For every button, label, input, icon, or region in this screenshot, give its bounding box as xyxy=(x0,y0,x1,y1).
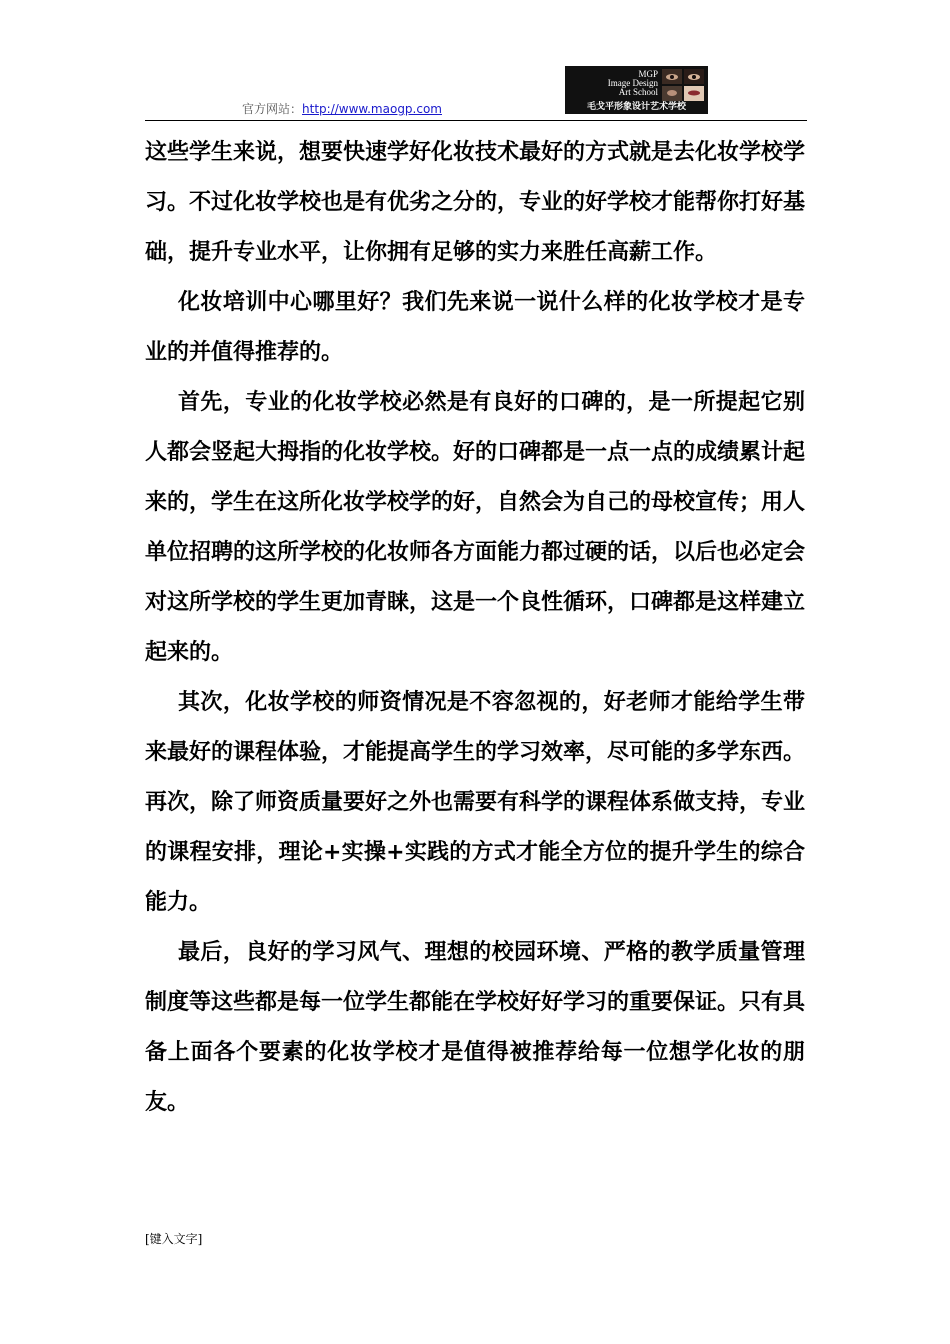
site-label-text: 官方网站： xyxy=(242,102,303,116)
paragraph-5: 最后，良好的学习风气、理想的校园环境、严格的教学质量管理制度等这些都是每一位学生都能在学校好好学习的重要保证。只有具备上面各个要素的化妆学校才是值得被推荐给每一位想学化妆的朋友。 xyxy=(145,940,806,1115)
logo-en-line3: Art School xyxy=(618,87,658,97)
logo-en-line2: Image Design xyxy=(607,78,658,88)
logo-english-text xyxy=(568,70,658,97)
page-header xyxy=(145,66,807,121)
logo-faces-image xyxy=(662,69,704,101)
article-body xyxy=(145,128,805,1128)
logo-chinese-text: 毛戈平形象设计艺术学校 xyxy=(586,102,686,112)
footer-placeholder[interactable]: [键入文字] xyxy=(145,1232,203,1246)
site-url-link[interactable]: http://www.maogp.com xyxy=(302,102,442,116)
official-site-label xyxy=(242,100,442,117)
logo-en-line1: MGP xyxy=(638,69,658,79)
paragraph-3: 首先，专业的化妆学校必然是有良好的口碑的，是一所提起它别人都会竖起大拇指的化妆学校。好的口碑都是一点一点的成绩累计起来的，学生在这所化妆学校学的好，自然会为自己的母校宣传；用人单位招聘的这所学校的化妆师各方面能力都过硬的话，以后也必定会对这所学校的学生更加青睐，这是一个良性循环，口碑都是这样建立起来的。 xyxy=(145,390,806,665)
paragraph-1: 这些学生来说，想要快速学好化妆技术最好的方式就是去化妆学校学习。不过化妆学校也是有优劣之分的，专业的好学校才能帮你打好基础，提升专业水平，让你拥有足够的实力来胜任高薪工作。 xyxy=(145,140,806,265)
school-logo xyxy=(565,66,708,114)
paragraph-4: 其次，化妆学校的师资情况是不容忽视的，好老师才能给学生带来最好的课程体验，才能提高学生的学习效率，尽可能的多学东西。再次，除了师资质量要好之外也需要有科学的课程体系做支持，专业的课程安排，理论+实操+实践的方式才能全方位的提升学生的综合能力。 xyxy=(145,690,806,915)
paragraph-2: 化妆培训中心哪里好？我们先来说一说什么样的化妆学校才是专业的并值得推荐的。 xyxy=(145,290,805,365)
